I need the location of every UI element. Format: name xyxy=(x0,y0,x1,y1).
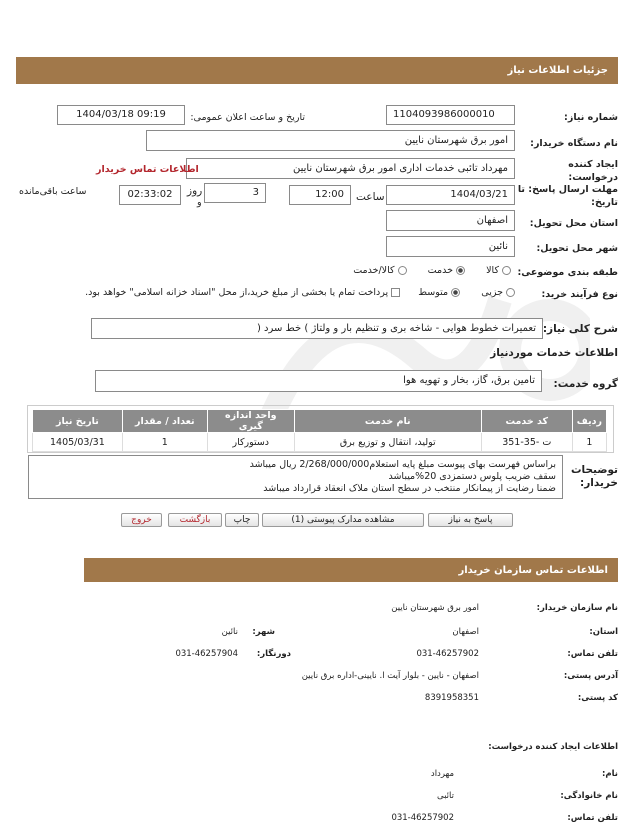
creator-family-value: تائبی xyxy=(437,791,454,801)
need-number-label: شماره نیاز: xyxy=(564,112,618,123)
exit-button[interactable]: خروج xyxy=(121,513,162,527)
process-radio-group xyxy=(85,287,515,298)
contact-title: اطلاعات تماس سازمان خریدار xyxy=(458,564,608,576)
notes-line-2: سقف ضریب پلوس دستمزدی 20%میباشد xyxy=(388,471,556,482)
cell-quantity: 1 xyxy=(122,433,207,452)
category-radio-group xyxy=(353,265,511,276)
back-button[interactable]: بازگشت xyxy=(168,513,222,527)
province-label: استان محل تحویل: xyxy=(529,218,618,229)
items-table xyxy=(32,409,607,452)
summary-label: شرح کلی نیاز: xyxy=(542,323,618,335)
contact-fax-value: 031-46257904 xyxy=(175,649,238,659)
col-quantity: تعداد / مقدار xyxy=(122,410,207,433)
notes-line-1: براساس فهرست بهای پیوست مبلغ پایه استعلام2/268/000/000 ریال میباشد xyxy=(249,459,556,470)
remaining-time-field: 02:33:02 xyxy=(119,185,181,205)
city-field: نائین xyxy=(386,236,515,257)
buyer-org-label: نام دستگاه خریدار: xyxy=(530,138,618,149)
creator-name-value: مهرداد xyxy=(430,769,454,779)
category-service-radio[interactable] xyxy=(456,266,465,275)
contact-province-value: اصفهان xyxy=(452,627,479,637)
process-partial-label: جزیی xyxy=(481,287,503,298)
days-field: 3 xyxy=(204,183,266,203)
contact-fax-label: دورنگار: xyxy=(256,649,291,659)
deadline-label: مهلت ارسال پاسخ: تا تاریخ: xyxy=(517,184,618,208)
service-group-field: تامین برق، گاز، بخار و تهویه هوا xyxy=(95,370,542,392)
contact-city-value: نائین xyxy=(221,627,238,637)
creator-phone-label: تلفن تماس: xyxy=(567,813,618,823)
contact-address-value: اصفهان - نایین - بلوار آیت ا. نایینی-اداره برق نایین xyxy=(301,671,479,681)
contact-province-label: استان: xyxy=(589,627,618,637)
category-goods-service-label: کالا/خدمت xyxy=(353,265,395,276)
province-field: اصفهان xyxy=(386,210,515,231)
service-group-label: گروه خدمت: xyxy=(553,378,618,390)
category-label: طبقه بندی موضوعی: xyxy=(517,267,618,278)
announce-label: تاریخ و ساعت اعلان عمومی: xyxy=(190,112,305,123)
summary-field: تعمیرات خطوط هوایی - شاخه بری و تنظیم بار و ولتاژ ) خط سرد ( xyxy=(91,318,543,339)
treasury-payment-note: پرداخت تمام یا بخشی از مبلغ خرید،از محل "اسناد خزانه اسلامی" خواهد بود. xyxy=(85,287,389,298)
col-service-name: نام خدمت xyxy=(294,410,481,433)
print-button[interactable]: چاپ xyxy=(225,513,259,527)
contact-header xyxy=(84,558,618,582)
cell-need-date: 1405/03/31 xyxy=(33,433,123,452)
buyer-contact-link[interactable]: اطلاعات تماس خریدار xyxy=(96,164,199,175)
table-row xyxy=(33,433,607,452)
deadline-time-label: ساعت xyxy=(356,191,385,203)
cell-service-code: ت -35-351 xyxy=(481,433,572,452)
cell-row: 1 xyxy=(572,433,606,452)
creator-info-title: اطلاعات ایجاد کننده درخواست: xyxy=(488,742,618,752)
category-goods-label: کالا xyxy=(486,265,499,276)
notes-line-3: ضمنا رضایت از پیمانکار منتخب در سطح استان ملاک انعقاد قرارداد میباشد xyxy=(263,483,556,494)
details-header xyxy=(16,57,618,84)
col-row: ردیف xyxy=(572,410,606,433)
deadline-date-field: 1404/03/21 xyxy=(386,185,515,205)
contact-address-label: آدرس پستی: xyxy=(563,671,618,681)
remaining-label: ساعت باقی‌مانده xyxy=(19,186,87,197)
notes-field xyxy=(28,455,563,499)
creator-phone-value: 031-46257902 xyxy=(391,813,454,823)
days-label: روز xyxy=(187,185,203,197)
announce-field: 1404/03/18 09:19 xyxy=(57,105,185,125)
contact-postal-label: کد پستی: xyxy=(577,693,618,703)
process-medium-label: متوسط xyxy=(418,287,449,298)
category-goods-service-radio[interactable] xyxy=(398,266,407,275)
creator-name-label: نام: xyxy=(601,769,618,779)
creator-field: مهرداد تائبی خدمات اداری امور برق شهرستان نایین xyxy=(186,158,515,179)
contact-org-label: نام سازمان خریدار: xyxy=(536,603,618,613)
need-number-field: 1104093986000010 xyxy=(386,105,515,125)
creator-family-label: نام خانوادگی: xyxy=(560,791,618,801)
notes-label: توضیحات خریدار: xyxy=(570,464,618,489)
buyer-org-field: امور برق شهرستان نایین xyxy=(146,130,515,151)
col-unit: واحد اندازه گیری xyxy=(207,410,294,433)
deadline-time-field: 12:00 xyxy=(289,185,351,205)
process-partial-radio[interactable] xyxy=(506,288,515,297)
services-section-title: اطلاعات خدمات موردنیاز xyxy=(490,347,618,359)
col-need-date: تاریخ نیاز xyxy=(33,410,123,433)
items-table-header xyxy=(33,410,607,433)
cell-service-name: تولید، انتقال و توزیع برق xyxy=(294,433,481,452)
details-title: جزئیات اطلاعات نیاز xyxy=(507,65,608,76)
cell-unit: دستورکار xyxy=(207,433,294,452)
contact-city-label: شهر: xyxy=(252,627,275,637)
contact-phone-label: تلفن تماس: xyxy=(567,649,618,659)
reply-button[interactable]: پاسخ به نیاز xyxy=(428,513,513,527)
category-goods-radio[interactable] xyxy=(502,266,511,275)
contact-phone-value: 031-46257902 xyxy=(416,649,479,659)
col-service-code: کد خدمت xyxy=(481,410,572,433)
and-label: و xyxy=(197,197,202,208)
creator-label: ایجاد کننده درخواست: xyxy=(568,159,618,183)
treasury-payment-checkbox[interactable] xyxy=(391,288,400,297)
process-label: نوع فرآیند خرید: xyxy=(541,289,618,300)
city-label: شهر محل تحویل: xyxy=(536,243,618,254)
contact-org-value: امور برق شهرستان نایین xyxy=(391,603,479,613)
contact-postal-value: 8391958351 xyxy=(424,693,479,703)
process-medium-radio[interactable] xyxy=(451,288,460,297)
attachments-button[interactable]: مشاهده مدارک پیوستی (1) xyxy=(262,513,424,527)
category-service-label: خدمت xyxy=(427,265,453,276)
